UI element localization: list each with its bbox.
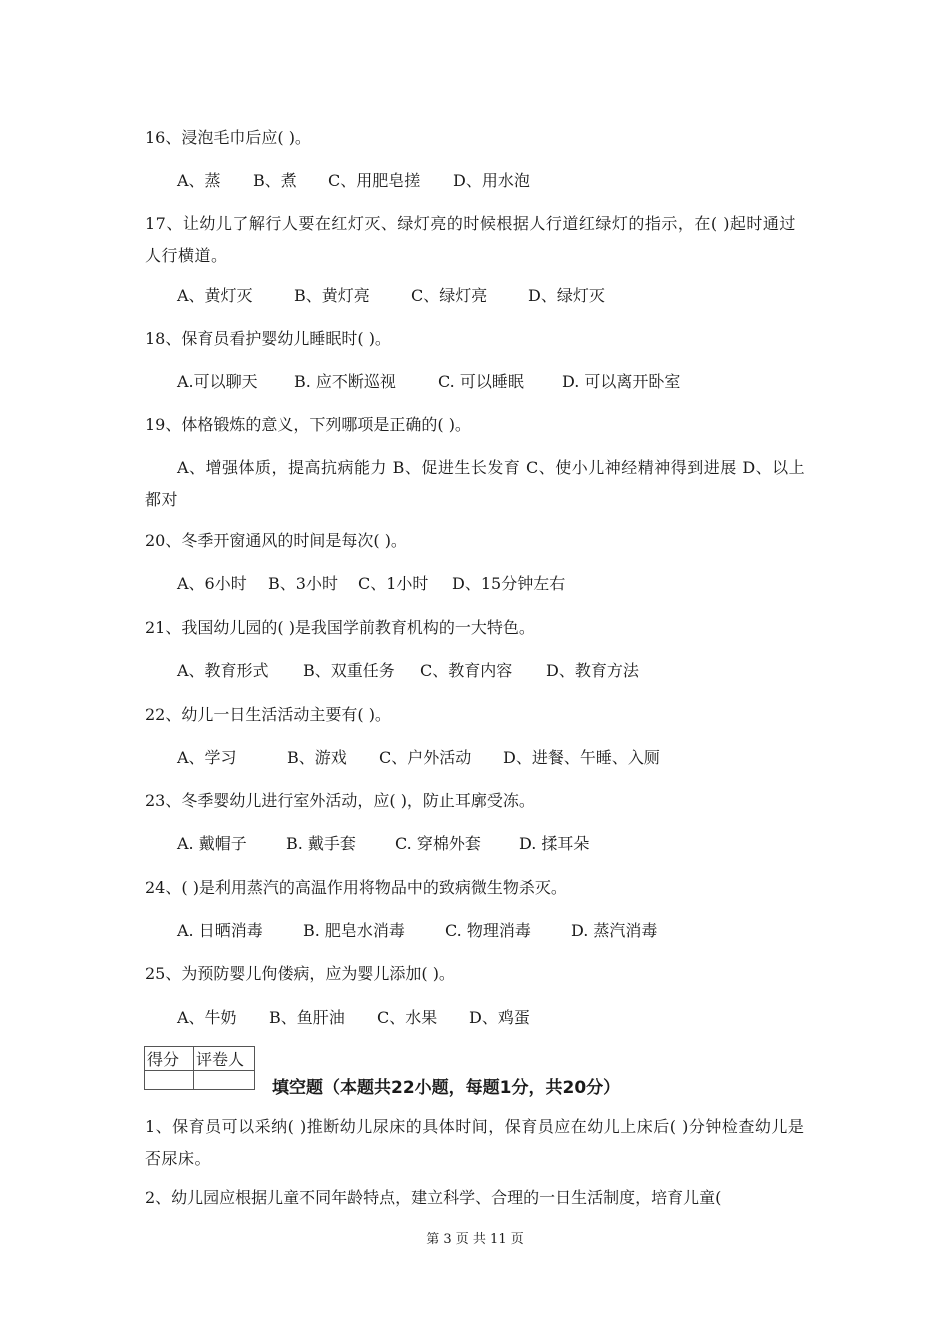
option-b: B、双重任务: [303, 661, 395, 680]
option-b: B、煮: [253, 171, 297, 190]
option-d: D、绿灯灭: [528, 286, 605, 305]
question-24-options: [177, 922, 842, 940]
option-d: D、鸡蛋: [469, 1008, 530, 1027]
question-20-stem: 20、冬季开窗通风的时间是每次( )。: [145, 531, 407, 550]
option-c: C. 可以睡眠: [438, 372, 524, 391]
option-a: A、学习: [177, 748, 237, 767]
score-cell: [145, 1071, 194, 1090]
question-20-options: [177, 575, 842, 593]
option-d: D、15分钟左右: [452, 574, 566, 593]
option-c: C、水果: [377, 1008, 438, 1027]
option-d: D、用水泡: [453, 171, 530, 190]
option-d: D、进餐、午睡、入厕: [503, 748, 660, 767]
fill-question-1: 1、保育员可以采纳( )推断幼儿尿床的具体时间，保育员应在幼儿上床后( )分钟检查幼儿是否尿床。: [145, 1117, 805, 1168]
question-17-stem: 17、让幼儿了解行人要在红灯灭、绿灯亮的时候根据人行道红绿灯的指示，在( )起时通过人行横道。: [145, 214, 796, 265]
page-footer: 第 3 页 共 11 页: [426, 1232, 524, 1247]
question-23-options: [177, 835, 842, 853]
option-c: C、教育内容: [420, 661, 513, 680]
option-d: D. 蒸汽消毒: [571, 921, 658, 940]
question-25-options: [177, 1009, 842, 1027]
score-table: [144, 1046, 255, 1090]
option-c: C、户外活动: [379, 748, 472, 767]
option-a: A、教育形式: [177, 661, 269, 680]
question-23-stem: 23、冬季婴幼儿进行室外活动，应( )，防止耳廓受冻。: [145, 791, 535, 810]
option-d: D. 揉耳朵: [519, 834, 590, 853]
option-b: B. 戴手套: [286, 834, 356, 853]
option-d: D、教育方法: [546, 661, 639, 680]
option-b: B、鱼肝油: [269, 1008, 345, 1027]
option-b: B、游戏: [287, 748, 347, 767]
question-25-stem: 25、为预防婴儿佝偻病，应为婴儿添加( )。: [145, 964, 455, 983]
option-a: A、黄灯灭: [177, 286, 253, 305]
question-17-options: [177, 287, 842, 305]
question-21-stem: 21、我国幼儿园的( )是我国学前教育机构的一大特色。: [145, 618, 535, 637]
option-d: D. 可以离开卧室: [562, 372, 681, 391]
option-c: C. 物理消毒: [445, 921, 531, 940]
question-16-options: [177, 172, 842, 190]
score-header: 得分: [145, 1047, 194, 1071]
option-a: A. 戴帽子: [177, 834, 247, 853]
option-a: A、牛奶: [177, 1008, 237, 1027]
option-a: A、蒸: [177, 171, 221, 190]
fill-question-2: 2、幼儿园应根据儿童不同年龄特点，建立科学、合理的一日生活制度，培育儿童(: [145, 1188, 722, 1207]
question-22-stem: 22、幼儿一日生活活动主要有( )。: [145, 705, 391, 724]
option-b: B、黄灯亮: [294, 286, 370, 305]
option-c: C、绿灯亮: [411, 286, 488, 305]
option-b: B. 肥皂水消毒: [303, 921, 405, 940]
question-21-options: [177, 662, 842, 680]
question-16-stem: 16、浸泡毛巾后应( )。: [145, 128, 311, 147]
option-c: C、用肥皂搓: [328, 171, 421, 190]
option-c: C. 穿棉外套: [395, 834, 481, 853]
option-a: A、6小时: [177, 574, 247, 593]
option-a: A.可以聊天: [177, 372, 258, 391]
question-19-stem: 19、体格锻炼的意义，下列哪项是正确的( )。: [145, 415, 471, 434]
question-18-stem: 18、保育员看护婴幼儿睡眠时( )。: [145, 329, 391, 348]
question-24-stem: 24、( )是利用蒸汽的高温作用将物品中的致病微生物杀灭。: [145, 878, 567, 897]
grader-header: 评卷人: [194, 1047, 255, 1071]
section-title: 填空题（本题共22小题，每题1分，共20分）: [272, 1078, 621, 1098]
question-22-options: [177, 749, 842, 767]
grader-cell: [194, 1071, 255, 1090]
question-19-options: A、增强体质，提高抗病能力 B、促进生长发育 C、使小儿神经精神得到进展 D、以上都对: [145, 458, 806, 509]
option-b: B、3小时: [268, 574, 338, 593]
question-18-options: [177, 373, 842, 391]
option-a: A. 日晒消毒: [177, 921, 263, 940]
option-c: C、1小时: [358, 574, 429, 593]
option-b: B. 应不断巡视: [294, 372, 396, 391]
